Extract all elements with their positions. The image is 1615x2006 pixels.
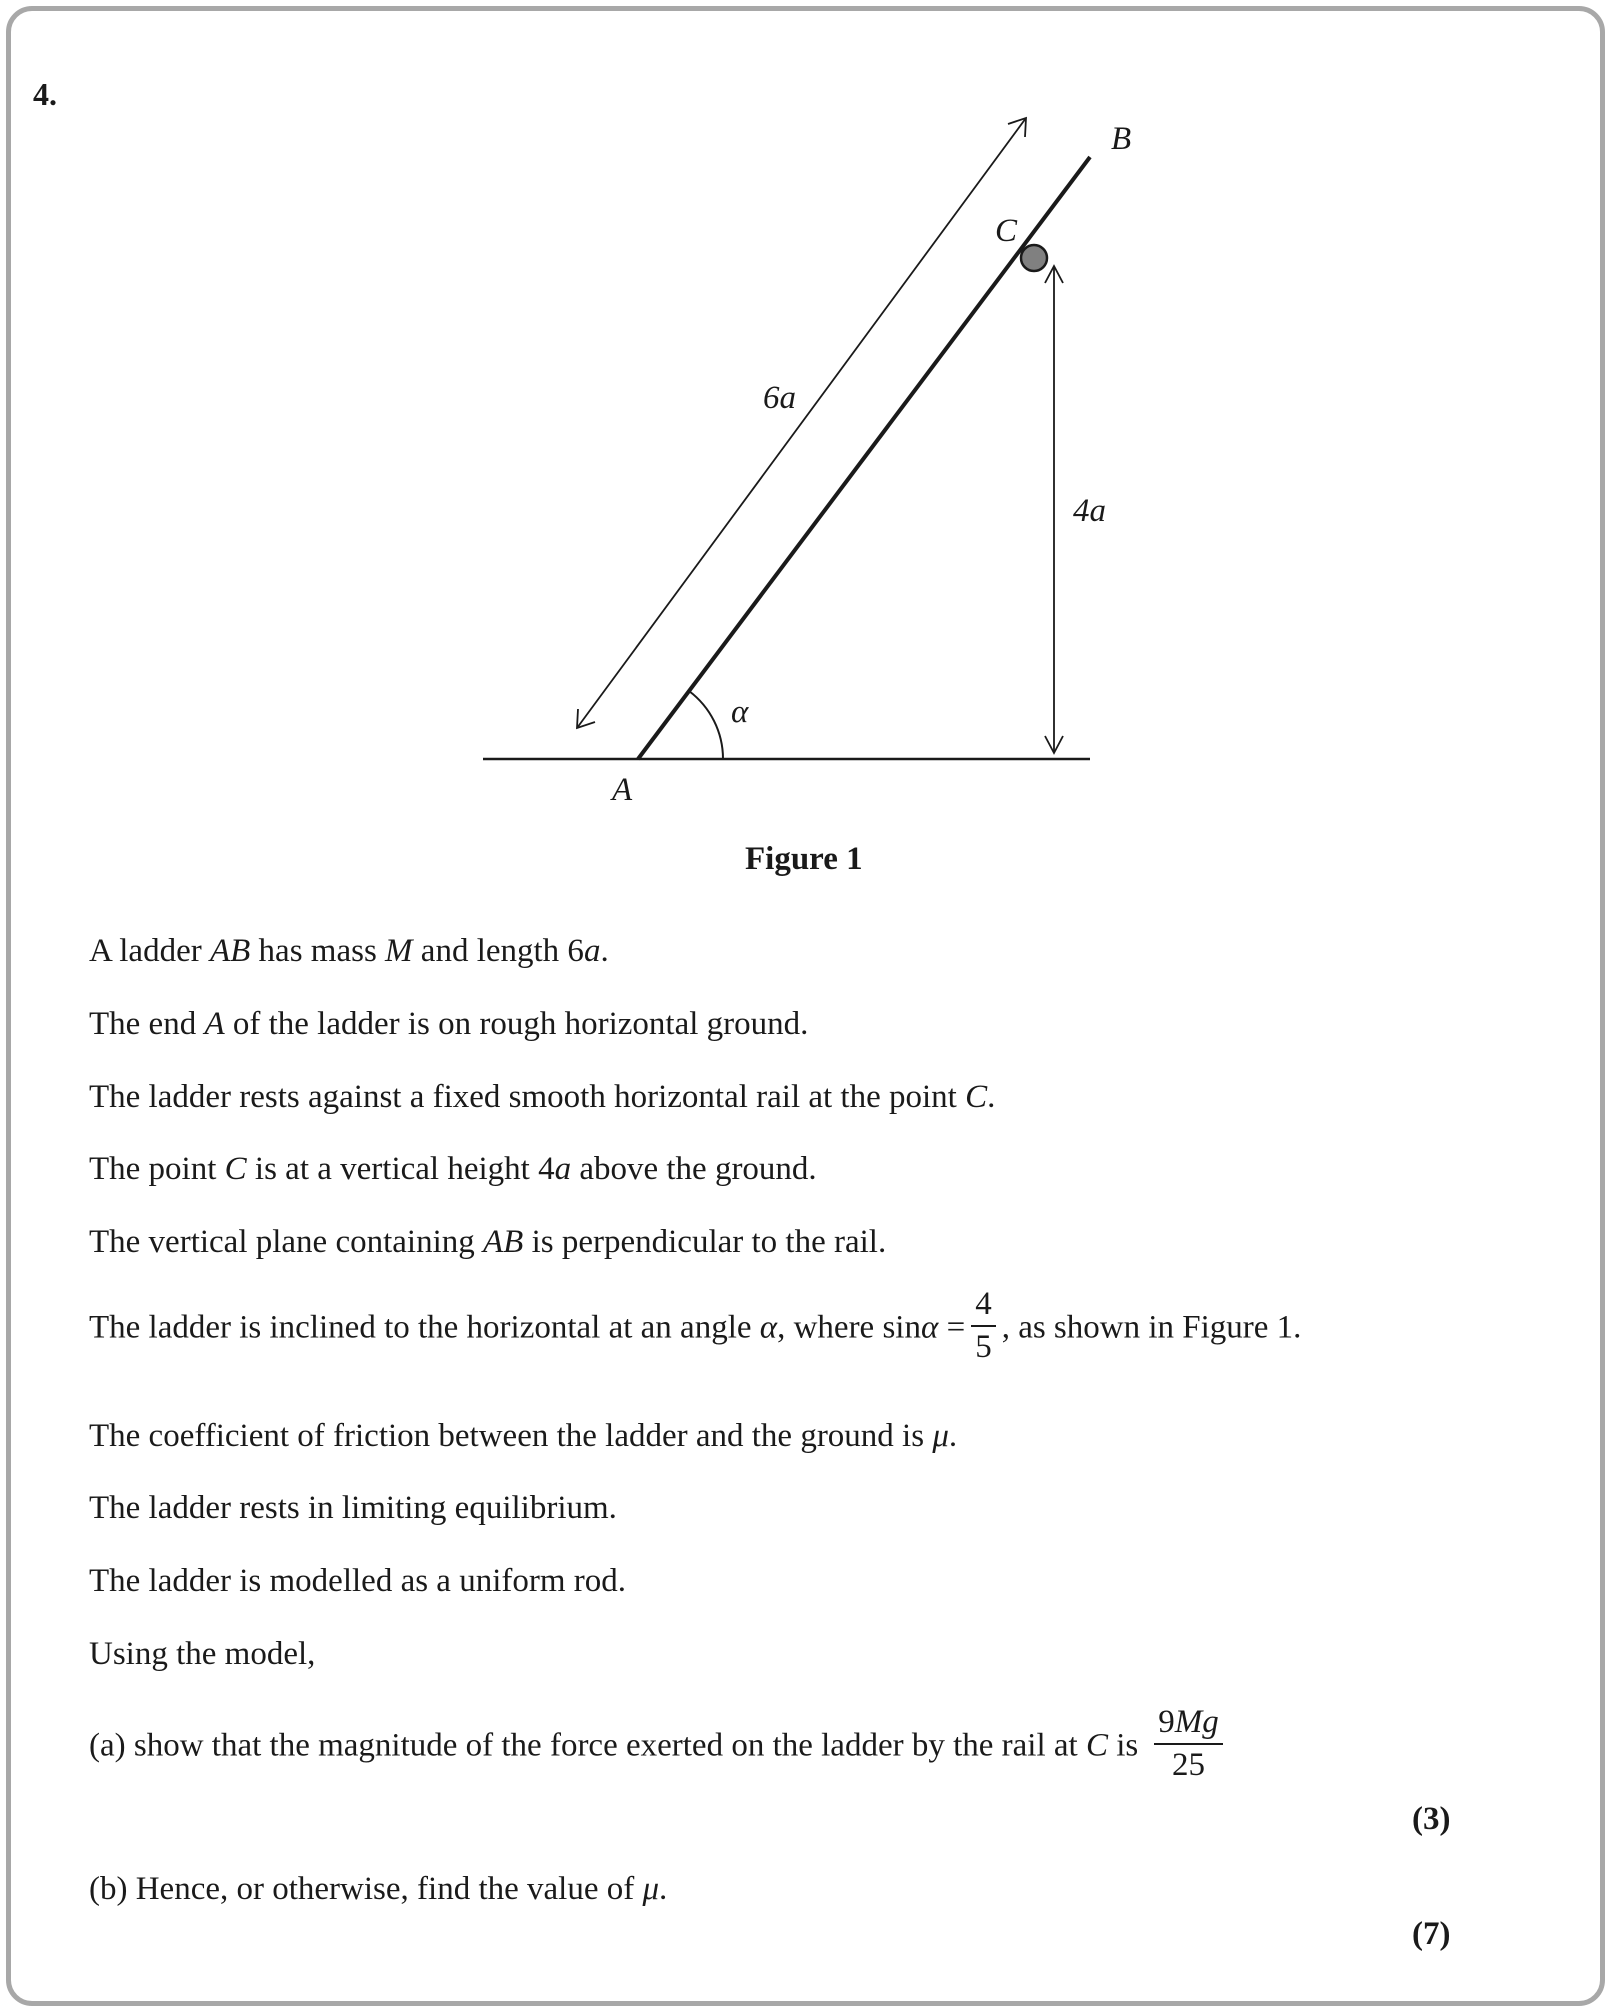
- sin-alpha-fraction: $\frac{4}{5}$: [971, 1288, 996, 1364]
- question-number: 4.: [33, 76, 57, 112]
- statement-line-8: The ladder rests in limiting equilibrium.: [89, 1490, 617, 1526]
- statement-line-5: The vertical plane containing AB is perpendicular to the rail.: [89, 1224, 887, 1260]
- ladder-rod: [638, 157, 1090, 759]
- angle-arc: [689, 691, 723, 759]
- figure-caption: Figure 1: [745, 841, 863, 877]
- marks-part-b: (7): [1412, 1916, 1451, 1952]
- label-length: 6a: [763, 380, 796, 416]
- statement-line-10: Using the model,: [89, 1636, 316, 1672]
- statement-line-3: The ladder rests against a fixed smooth horizontal rail at the point C.: [89, 1079, 996, 1115]
- ladder-figure: [0, 0, 1615, 900]
- statement-line-2: The end A of the ladder is on rough horizontal ground.: [89, 1006, 809, 1042]
- label-B: B: [1111, 121, 1132, 157]
- rail-circle: [1021, 245, 1047, 271]
- label-height: 4a: [1073, 493, 1106, 529]
- part-b: (b) Hence, or otherwise, find the value of μ.: [89, 1871, 668, 1907]
- length-dimension-line: [577, 118, 1026, 728]
- statement-line-7: The coefficient of friction between the ladder and the ground is μ.: [89, 1418, 958, 1454]
- force-fraction: $\frac{9Mg}{25}$: [1154, 1706, 1223, 1782]
- statement-line-6: The ladder is inclined to the horizontal at an angle α, where sinα = $\frac{4}{5}$ , as shown in Figure 1.: [89, 1286, 1302, 1365]
- statement-line-4: The point C is at a vertical height 4a above the ground.: [89, 1151, 817, 1187]
- label-alpha: α: [731, 694, 749, 730]
- statement-line-9: The ladder is modelled as a uniform rod.: [89, 1563, 627, 1599]
- label-C: C: [995, 213, 1018, 249]
- part-a: (a) show that the magnitude of the force exerted on the ladder by the rail at C is $\frac{9Mg}{25}$: [89, 1710, 1229, 1786]
- marks-part-a: (3): [1412, 1801, 1451, 1837]
- statement-line-1: A ladder AB has mass M and length 6a.: [89, 933, 609, 969]
- label-A: A: [612, 772, 633, 808]
